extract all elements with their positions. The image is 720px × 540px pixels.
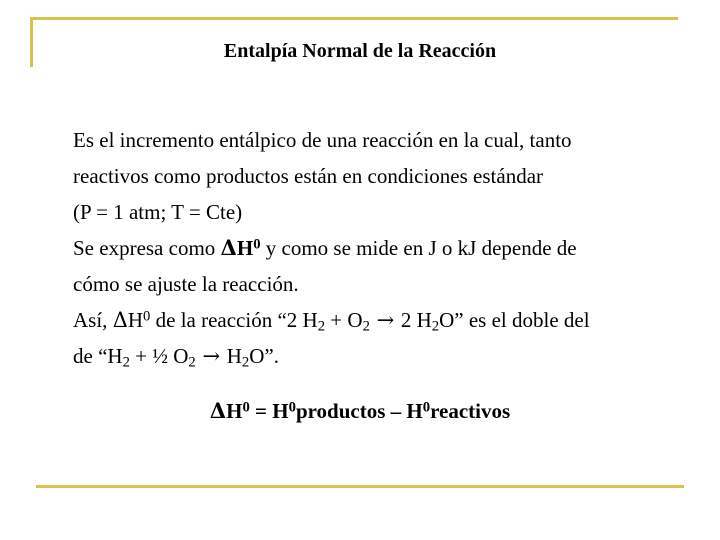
formula-equals-h: = H [249,399,289,423]
line6-two: 2 H [400,308,432,332]
paragraph-line-6 [73,302,673,338]
paragraph-line-2: reactivos como productos están en condiciones estándar [73,164,544,188]
formula-h-reactants: H [406,399,423,423]
superscript-zero: 0 [288,399,296,416]
subscript: 2 [317,318,326,335]
paragraph-line-3: (P = 1 atm; T = Cte) [73,200,243,224]
line4-pre: Se expresa como [73,236,221,260]
body-paragraph [73,122,673,374]
delta-symbol: Δ [209,398,227,423]
formula-products: productos – [295,399,407,423]
delta-symbol: Δ [220,235,237,260]
line7-post: O”. [249,344,279,368]
line7-half: + ½ O [129,344,189,368]
superscript-zero: 0 [242,399,250,416]
subscript: 2 [241,354,250,371]
subscript: 2 [431,318,440,335]
subscript: 2 [362,318,370,335]
line6-plus: + O [325,308,363,332]
paragraph-line-5: cómo se ajuste la reacción. [73,272,299,296]
subscript: 2 [188,354,196,371]
slide-title: Entalpía Normal de la Reacción [223,40,497,62]
paragraph-line-1: Es el incremento entálpico de una reacción en la cual, tanto [73,128,572,152]
delta-symbol: Δ [112,308,128,332]
line6-post: O” es el doble del [439,308,590,332]
bottom-decorative-line [36,485,684,488]
reaction-arrow: → [195,344,227,368]
paragraph-line-4 [73,230,673,266]
superscript-zero: 0 [143,308,151,325]
line7-h: H [226,344,242,368]
subscript: 2 [122,354,130,371]
enthalpy-h: H [236,236,254,260]
line4-post: y como se mide en J o kJ depende de [260,236,577,260]
superscript-zero: 0 [253,236,261,253]
line7-pre: de “H [73,344,123,368]
paragraph-line-7 [73,338,673,374]
enthalpy-formula [0,398,720,424]
top-decorative-line [30,17,678,20]
superscript-zero: 0 [422,399,431,416]
enthalpy-h: H [127,308,144,332]
line6-pre: Así, [73,308,113,332]
formula-h: H [226,399,243,423]
reaction-arrow: → [369,308,401,332]
formula-reactants: reactivos [430,399,511,423]
line6-mid: de la reacción “2 H [150,308,318,332]
